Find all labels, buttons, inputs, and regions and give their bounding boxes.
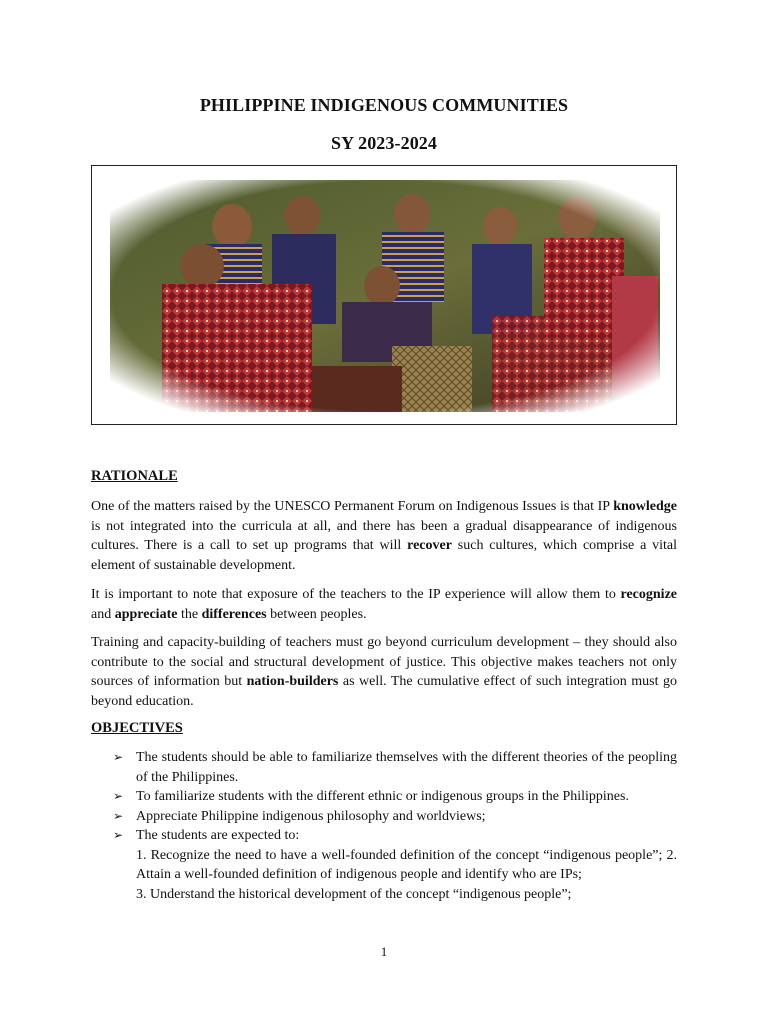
- bold-term: appreciate: [114, 606, 178, 622]
- page-number: 1: [380, 944, 388, 959]
- objective-text: The students should be able to familiarize themselves with the different theories of the peopling of the Philippines.: [136, 750, 677, 785]
- arrow-bullet-icon: ➢: [113, 750, 124, 764]
- arrow-bullet-icon: ➢: [113, 789, 124, 803]
- text-run: It is important to note that exposure of the teachers to the IP experience will allow them to: [91, 587, 621, 602]
- text-run: such cultures, which comprise a vital element of sustainable development.: [91, 538, 678, 573]
- objectives-heading: OBJECTIVES: [91, 720, 183, 736]
- objectives-list: [91, 748, 677, 904]
- document-title: PHILIPPINE INDIGENOUS COMMUNITIES: [199, 95, 569, 115]
- objective-sub-item: 1. Recognize the need to have a well-founded definition of the concept “indigenous people”; 2. Attain a well-founded definition of indigenous people and identify who are IPs;: [136, 847, 677, 882]
- photo-frame: [91, 165, 677, 425]
- rationale-paragraph-2: [91, 585, 677, 624]
- bold-term: nation-builders: [246, 674, 339, 689]
- objective-item: [91, 787, 677, 807]
- rationale-paragraph-1: [91, 497, 677, 575]
- rationale-paragraph-3: [91, 633, 677, 711]
- text-run: between peoples.: [266, 606, 367, 622]
- objective-text: To familiarize students with the different ethnic or indigenous groups in the Philippines.: [136, 789, 629, 804]
- objective-item: [91, 748, 677, 787]
- indigenous-community-photo: [92, 166, 678, 426]
- bold-term: differences: [201, 606, 267, 622]
- text-run: as well. The cumulative effect of such integration must go beyond education.: [91, 674, 678, 709]
- text-run: is not integrated into the curricula at all, and there has been a gradual disappearance of indigenous cultures. There is a call to set up programs that will: [91, 518, 677, 553]
- school-year: SY 2023-2024: [330, 133, 438, 153]
- text-run: and: [91, 606, 115, 622]
- text-run: Training and capacity-building of teachers must go beyond curriculum development – they should also contribute to the social and structural development of justice. This objective makes teachers not only sources of information but: [91, 635, 677, 689]
- objective-text: Appreciate Philippine indigenous philosophy and worldviews;: [136, 808, 486, 824]
- objective-item: [91, 807, 677, 827]
- objective-item: [91, 826, 677, 846]
- arrow-bullet-icon: ➢: [113, 808, 124, 823]
- bold-term: knowledge: [613, 499, 677, 514]
- rationale-heading: RATIONALE: [91, 468, 178, 484]
- bold-term: recover: [407, 538, 452, 553]
- text-run: One of the matters raised by the UNESCO Permanent Forum on Indigenous Issues is that IP: [91, 499, 614, 514]
- objective-sub-item: 3. Understand the historical development of the concept “indigenous people”;: [136, 886, 572, 902]
- bold-term: recognize: [620, 587, 677, 602]
- objective-text: The students are expected to:: [136, 828, 300, 843]
- arrow-bullet-icon: ➢: [113, 828, 124, 842]
- text-run: the: [177, 606, 202, 622]
